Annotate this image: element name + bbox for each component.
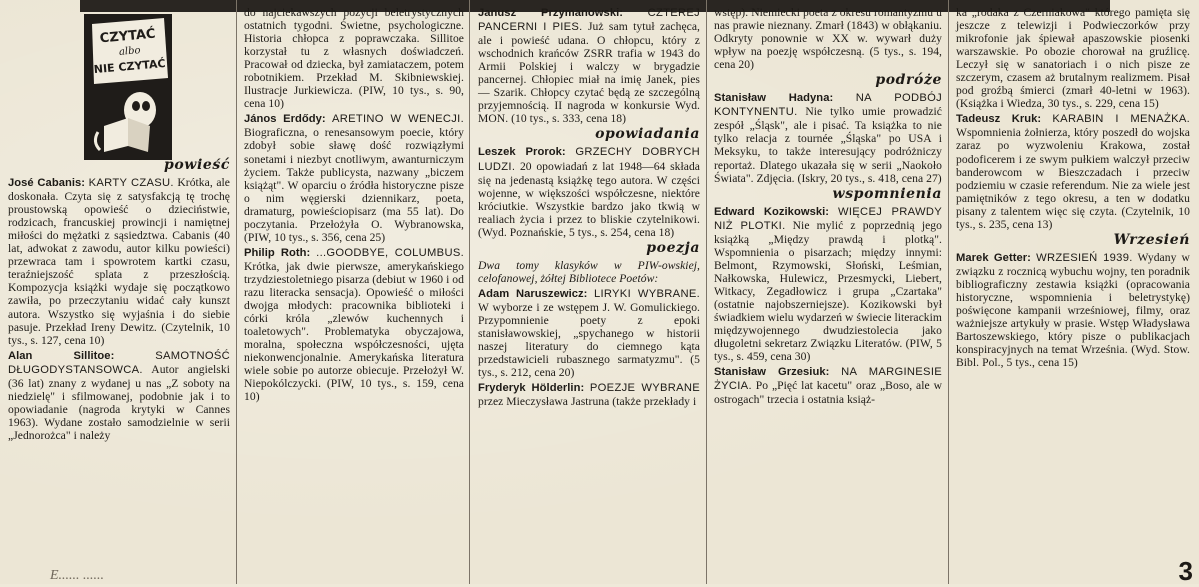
review-author: Janusz Przymanowski:: [478, 7, 624, 19]
review-title: KARABIN I MENAŻKA.: [1052, 113, 1191, 126]
column-rule: [469, 0, 470, 584]
review-author: Philip Roth:: [244, 246, 311, 259]
review-author: Edward Kozikowski:: [714, 205, 830, 218]
text-column-2: [244, 6, 464, 405]
review-title: ARETINO W WENECJI.: [331, 113, 465, 126]
continued-text: do najciekawszych pozycji beletrystycznych ostatnich tygodni. Świetne, psychologiczne. Historia chłopca z poprawczaka. Sillitoe korzystał tu z własnych doświadczeń. Pracował od dziecka, był zamiataczem, potem robotnikiem. Przekład M. Skibniewskiej. Ilustracje Jurkiewicza. (PIW, 10 tys., s. 90, cena 10): [244, 6, 464, 111]
book-review-entry: [8, 176, 230, 347]
review-author: Stanisław Grzesiuk:: [714, 366, 830, 379]
review-title: KARTY CZASU.: [88, 177, 174, 190]
review-title: CZTEREJ PANCERNI I PIES.: [478, 7, 701, 34]
review-body: Autor angielski (36 lat) znany z wydanej u nas „Z soboty na niedzielę" i sfilmowanej, podobnie jak i to opowiadanie (nagroda krytyki w Cannes 1963). Wydane zostało samodzielnie w serii „Jednorożca" i należy: [8, 362, 230, 442]
review-title: POEZJE WYBRANE: [589, 382, 701, 395]
section-heading: opowiadania: [595, 126, 700, 143]
review-author: Stanisław Hadyna:: [714, 92, 834, 105]
book-review-entry: [956, 251, 1190, 369]
book-review-entry: [8, 349, 230, 442]
logo-text-line1: CZYTAĆ: [99, 26, 157, 47]
continued-text: wstęp). Niemiecki poeta z okresu romantyzmu u nas prawie nieznany. Zmarł (1843) w obłąkaniu. Odkryty ponownie w XX w. wywarł duży wpływ na poezję współczesną. (5 tys., s. 194, cena 20): [714, 6, 942, 72]
review-title: NA MARGINESIE ŻYCIA.: [714, 366, 942, 393]
logo-text-line3: NIE CZYTAĆ: [93, 56, 167, 77]
book-review-entry: [478, 287, 700, 379]
book-review-entry: [244, 112, 464, 243]
review-title: NA PODBÓJ KONTYNENTU.: [714, 92, 943, 119]
book-review-entry: [714, 365, 942, 406]
page-number: 3: [1178, 556, 1193, 586]
book-review-entry: [478, 145, 700, 238]
section-heading: wspomnienia: [832, 185, 942, 202]
review-body: Krótka, ale doskonała. Czyta się z satysfakcją tę trochę proustowską opowieść o dzieciństwie, rodzicach, francuskiej prowincji i namiętnej miłości do mężatki z sąsiedztwa. Cabanis (40 lat, adwokat z zawodu, autor kilku powieści) przewraca tam i spowrotem kartki czasu, teraźniejszość splata z przeszłością. Kompozycja książki wydaje się początkowo zawiła, po przeczytaniu widać cały kunszt autora. Wszystko się wyjaśnia i do siebie pasuje. Przekład Ireny Dewitz. (Czytelnik, 10 tys., s. 127, cena 10): [8, 176, 230, 347]
book-review-entry: [478, 6, 700, 125]
review-author: Alan Sillitoe:: [8, 349, 115, 362]
footer-text: E...... ......: [50, 568, 105, 583]
review-title: GRZECHY DOBRYCH LUDZI.: [478, 146, 700, 173]
review-author: Marek Getter:: [956, 251, 1031, 264]
logo-graphic: [84, 14, 172, 160]
review-body: Po „Pięć lat kacetu" oraz „Boso, ale w ostrogach" trzecia i ostatnia książ-: [714, 379, 942, 407]
review-author: Tadeusz Kruk:: [956, 113, 1042, 126]
text-column-5: [956, 6, 1190, 371]
review-title: WRZESIEŃ 1939.: [1036, 251, 1133, 264]
review-body: Wydany w związku z rocznicą wybuchu wojny, ten poradnik bibliograficzny zestawia książki (opracowania historyczne, wspomnienia i beletrystykę) poświęcone kampanii wrześniowej, filmy, oraz ważniejsze artykuły w prasie. Wstęp Władysława Bartoszewskiego, który pisze o publikacjach konspiracyjnych na temat Września. (Wyd. Stow. Bibl. Pol., 5 tys., cena 15): [956, 250, 1190, 370]
column-rule: [948, 0, 949, 584]
book-review-entry: [244, 246, 464, 404]
text-column-4: [714, 6, 942, 408]
book-review-entry: [956, 112, 1190, 230]
section-note: Dwa tomy klasyków w PIW-owskiej, celofanowej, żółtej Bibliotece Poetów:: [478, 258, 700, 285]
column-logo: [84, 14, 172, 160]
review-body: przez Mieczysława Jastruna (także przekłady i: [478, 395, 697, 409]
review-body: W wyborze i ze wstępem J. W. Gomulickiego. Przypomnienie poety z epoki stanisławowskiej, „spychanego w historii naszej literatury do ciemnego kąta przedstawicieli rubasznego sarmatyzmu". (5 tys., s. 212, cena 20): [478, 300, 700, 380]
review-author: Adam Naruszewicz:: [478, 287, 588, 300]
review-body: Krótka, jak dwie pierwsze, amerykańskiego trzydziestoletniego pisarza (debiut w 1960 i od razu literacka sensacja). Opowieść o miłości dwojga młodych: pracownika biblioteki i córki króla „zlewów kuchennych i toaletowych". Problematyka obyczajowa, moralna, społeczna współczesności, ujęta niekonwencjonalnie. Amerykańska literatura wiele sobie po autorze obiecuje. Przełożył W. Niepokólczycki. (PIW, 10 tys., s. 159, cena 10): [244, 259, 464, 404]
review-author: János Erdődy:: [244, 113, 326, 126]
review-body: Wspomnienia żołnierza, który poszedł do wojska zaraz po wyzwoleniu Krakowa, został podoficerem i ze swym pułkiem walczył przeciw banderowcom w Bieszczadach i przeciw podziemiu w czasie referendum. Nie za wiele jest pamiętników z tego okresu, a ten w dodatku pisany z talentem więc się czyta. (Czytelnik, 10 tys., s. 235, cena 13): [956, 126, 1190, 231]
review-title: SAMOTNOŚĆ DŁUGODYSTANSOWCA.: [8, 349, 230, 376]
review-title: WIĘCEJ PRAWDY NIŻ PLOTKI.: [714, 205, 942, 232]
section-heading: powieść: [163, 157, 230, 173]
review-title: LIRYKI WYBRANE.: [593, 287, 700, 300]
review-body: Nie mylić z poprzednią jego książką „Między prawdą i plotką". Wspomnienia o pisarzach; między innymi: Belmont, Rzymowski, Słoński, Leśmian, Nałkowska, Hulewicz, Przesmycki, Liebert, Witkacy, Zegadłowicz i grupa „Czartaka" (ostatnie najobszerniejsze). Kozikowski był świadkiem wielu wydarzeń w świecie literackim międzywojennego dwudziestolecia jako długoletni sekretarz Związku Literatów. (PIW, 5 tys., s. 459, cena 30): [714, 218, 942, 364]
review-author: Fryderyk Hölderlin:: [478, 382, 585, 395]
logo-text-line2: albo: [118, 45, 142, 58]
section-heading: poezja: [646, 239, 700, 256]
continued-text: ka „rodaka z Czerniakowa" którego pamięta się jeszcze z telewizji i Podwieczorków przy mikrofonie jak śpiewał apaszowskie piosenki warszawskie. Po obozie chorował na gruźlicę. Leczył się w sanatoriach i o nich pisze ze szczerym, czasem aż brutalnym realizmem. Pisał pod groźbą śmierci (zmarł 40-letni w 1963). (Książka i Wiedza, 30 tys., s. 229, cena 15): [956, 6, 1190, 111]
review-body: Już sam tytuł zachęca, ale i powieść udana. O chłopcu, który z wschodnich krańców ZSRR trafia w 1943 do Armii Polskiej i walczy w brygadzie pancernej. Chłopiec miał na imię Janek, pies — Szarik. Chłopcy czytać będą ze szczególną przyjemnością. II nagroda w konkursie Wyd. MON. (10 tys., s. 333, cena 18): [478, 20, 700, 126]
book-review-entry: [478, 381, 700, 408]
review-title: ...GOODBYE, COLUMBUS.: [316, 246, 464, 259]
review-body: Nie tylko umie prowadzić zespół „Śląsk", ale i pisać. Ta książka to nie tylko relacja z tournée „Śląska" po USA i Meksyku, to także interesujący podróżniczy reportaż. Dlatego ukazała się w serii „Naokoło Świata". Zdjęcia. (Iskry, 20 tys., s. 418, cena 27): [714, 105, 942, 185]
book-review-entry: [714, 91, 942, 184]
review-author: Leszek Prorok:: [478, 146, 566, 159]
book-review-entry: [714, 205, 942, 364]
column-rule: [236, 0, 237, 584]
section-heading: Wrzesień: [1113, 231, 1190, 248]
column-rule: [706, 0, 707, 584]
section-heading: podróże: [875, 72, 942, 89]
text-column-1: [8, 156, 230, 444]
review-body: Biograficzna, o renesansowym poecie, który zdobył sobie sławę dość rozwiązłymi sonetami i niezbyt cnotliwym, awanturniczym życiem. Także publicysta, nazwany „biczem książąt". W oparciu o źródła historyczne pisze o nim węgierski dziennikarz, poeta, dramaturg, powieściopisarz (ma 55 lat). Do poczytania. Przełożyła O. Wybranowska, (PIW, 10 tys., s. 356, cena 25): [244, 126, 464, 244]
review-body: 20 opowiadań z lat 1948—64 składa się na jedenastą książkę tego autora. W części wojenne, w większości współczesne, niektóre króciutkie. Wszystkie bardzo jako tkwią w realiach życia i przez to bliskie czytelnikowi. (Wyd. Poznańskie, 5 tys., s. 254, cena 18): [478, 159, 700, 239]
review-author: José Cabanis:: [8, 177, 86, 190]
text-column-3: [478, 6, 700, 410]
